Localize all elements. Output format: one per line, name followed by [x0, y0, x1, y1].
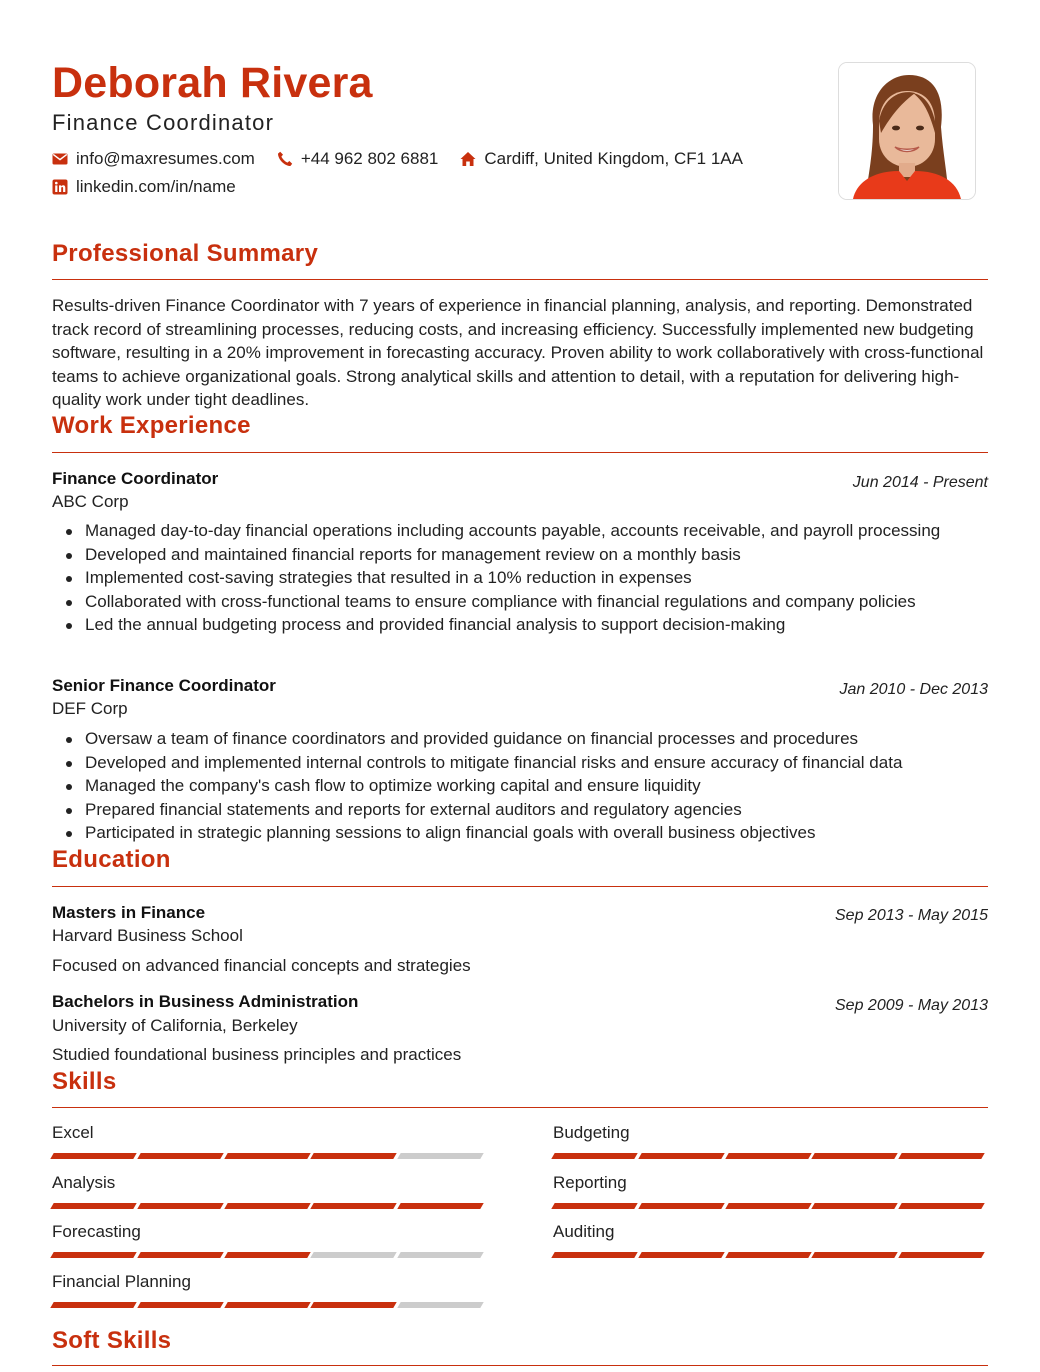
skill-segment-filled — [224, 1203, 311, 1209]
skill-segment-filled — [311, 1153, 398, 1159]
bullet-item: Implemented cost-saving strategies that resulted in a 10% reduction in expenses — [85, 566, 995, 590]
candidate-name: Deborah Rivera — [52, 59, 373, 107]
bullet-item: Oversaw a team of finance coordinators and provided guidance on financial processes and procedures — [85, 727, 995, 751]
bullet-item: Developed and maintained financial reports for management review on a monthly basis — [85, 543, 995, 567]
envelope-icon — [52, 151, 68, 167]
skill-segment-filled — [898, 1252, 985, 1258]
bullet-item: Prepared financial statements and reports for external auditors and regulatory agencies — [85, 798, 995, 822]
skill-segment-filled — [397, 1203, 484, 1209]
resume-page — [52, 0, 988, 1354]
company-name: ABC Corp — [52, 492, 129, 511]
skill-segment-filled — [224, 1252, 311, 1258]
contact-phone-text: +44 962 802 6881 — [300, 149, 439, 168]
skill-item — [52, 1122, 486, 1159]
contact-row-secondary — [52, 176, 258, 198]
skill-segment-empty — [397, 1252, 484, 1258]
section-title-education: Education — [52, 846, 171, 873]
education-dates: Sep 2009 - May 2013 — [835, 997, 988, 1014]
skill-segment-filled — [638, 1252, 725, 1258]
bullet-item: Managed day-to-day financial operations including accounts payable, accounts receivable, and payroll processing — [85, 519, 995, 543]
job-dates: Jun 2014 - Present — [852, 474, 988, 491]
skill-segment-filled — [638, 1153, 725, 1159]
skill-level-bar — [52, 1203, 486, 1209]
skill-segment-empty — [397, 1153, 484, 1159]
skill-item — [553, 1122, 987, 1159]
skill-level-bar — [553, 1252, 987, 1258]
skill-level-bar — [52, 1302, 486, 1308]
contact-address-text: Cardiff, United Kingdom, CF1 1AA — [484, 149, 743, 168]
contact-row-primary — [52, 148, 765, 170]
skill-name: Financial Planning — [52, 1272, 191, 1291]
skill-segment-filled — [137, 1153, 224, 1159]
section-divider — [52, 279, 988, 280]
skill-segment-filled — [812, 1153, 899, 1159]
school-name: University of California, Berkeley — [52, 1016, 298, 1035]
skill-item — [52, 1221, 486, 1258]
section-title-soft-skills: Soft Skills — [52, 1327, 172, 1354]
skill-segment-filled — [224, 1153, 311, 1159]
school-name: Harvard Business School — [52, 926, 243, 945]
skill-segment-empty — [397, 1302, 484, 1308]
candidate-title: Finance Coordinator — [52, 110, 275, 135]
section-divider — [52, 1365, 988, 1366]
contact-email-text: info@maxresumes.com — [76, 149, 255, 168]
skill-segment-filled — [725, 1153, 812, 1159]
bullet-item: Collaborated with cross-functional teams to ensure compliance with financial regulations and company policies — [85, 590, 995, 614]
skill-item — [52, 1172, 486, 1209]
resume-header — [52, 0, 988, 210]
skill-segment-filled — [50, 1203, 137, 1209]
degree-title: Bachelors in Business Administration — [52, 992, 359, 1011]
contact-phone[interactable] — [277, 148, 439, 170]
contact-email[interactable] — [52, 148, 255, 170]
linkedin-icon — [52, 179, 68, 195]
skill-segment-filled — [551, 1252, 638, 1258]
section-divider — [52, 886, 988, 887]
skill-level-bar — [553, 1153, 987, 1159]
section-title-summary: Professional Summary — [52, 240, 319, 267]
skill-segment-filled — [311, 1203, 398, 1209]
company-name: DEF Corp — [52, 699, 128, 718]
profile-photo — [838, 62, 976, 200]
bullet-item: Led the annual budgeting process and provided financial analysis to support decision-making — [85, 613, 995, 637]
skill-name: Analysis — [52, 1173, 116, 1192]
contact-address — [460, 148, 743, 170]
skill-level-bar — [553, 1203, 987, 1209]
skill-segment-filled — [50, 1252, 137, 1258]
skill-level-bar — [52, 1252, 486, 1258]
degree-title: Masters in Finance — [52, 903, 206, 922]
skill-segment-filled — [725, 1252, 812, 1258]
skill-name: Excel — [52, 1123, 94, 1142]
summary-text: Results-driven Finance Coordinator with 7 years of experience in financial planning, analysis, and reporting. Demonstrated track record of streamlining processes, reducing costs, and increasing efficiency. Successfully implemented new budgeting software, resulting in a 20% improvement in forecasting accuracy. Proven ability to work collaboratively with cross-functional teams to achieve organizational goals. Strong analytical skills and attention to detail, with a reputation for delivering high-quality work under tight deadlines. — [52, 296, 984, 410]
skill-segment-filled — [898, 1203, 985, 1209]
phone-icon — [277, 151, 293, 167]
job-title: Finance Coordinator — [52, 469, 219, 488]
education-dates: Sep 2013 - May 2015 — [835, 907, 988, 924]
skill-segment-filled — [638, 1203, 725, 1209]
skill-segment-filled — [137, 1252, 224, 1258]
section-divider — [52, 1107, 988, 1108]
skill-name: Auditing — [553, 1222, 615, 1241]
home-icon — [460, 151, 476, 167]
skill-item — [553, 1172, 987, 1209]
skill-segment-filled — [311, 1302, 398, 1308]
skill-segment-filled — [137, 1302, 224, 1308]
skill-segment-filled — [50, 1302, 137, 1308]
skill-name: Reporting — [553, 1173, 627, 1192]
bullet-item: Participated in strategic planning sessions to align financial goals with overall business objectives — [85, 821, 995, 845]
contact-linkedin-text: linkedin.com/in/name — [76, 177, 236, 196]
skill-segment-filled — [898, 1153, 985, 1159]
job-bullets — [52, 519, 995, 637]
skill-segment-filled — [812, 1252, 899, 1258]
job-dates: Jan 2010 - Dec 2013 — [839, 681, 988, 698]
contact-linkedin[interactable] — [52, 176, 236, 198]
skill-item — [52, 1271, 486, 1308]
skill-segment-filled — [551, 1203, 638, 1209]
skill-segment-empty — [311, 1252, 398, 1258]
bullet-item: Managed the company's cash flow to optimize working capital and ensure liquidity — [85, 774, 995, 798]
section-title-skills: Skills — [52, 1068, 117, 1095]
skill-segment-filled — [812, 1203, 899, 1209]
skill-name: Budgeting — [553, 1123, 630, 1142]
skill-segment-filled — [224, 1302, 311, 1308]
skill-segment-filled — [137, 1203, 224, 1209]
skill-level-bar — [52, 1153, 486, 1159]
skill-name: Forecasting — [52, 1222, 141, 1241]
job-title: Senior Finance Coordinator — [52, 676, 276, 695]
skill-segment-filled — [725, 1203, 812, 1209]
section-title-experience: Work Experience — [52, 412, 251, 439]
job-bullets — [52, 727, 995, 845]
bullet-item: Developed and implemented internal controls to mitigate financial risks and ensure accuracy of financial data — [85, 751, 995, 775]
education-description: Focused on advanced financial concepts and strategies — [52, 956, 471, 975]
skill-item — [553, 1221, 987, 1258]
education-description: Studied foundational business principles and practices — [52, 1045, 462, 1064]
skill-segment-filled — [50, 1153, 137, 1159]
section-divider — [52, 452, 988, 453]
skill-segment-filled — [551, 1153, 638, 1159]
